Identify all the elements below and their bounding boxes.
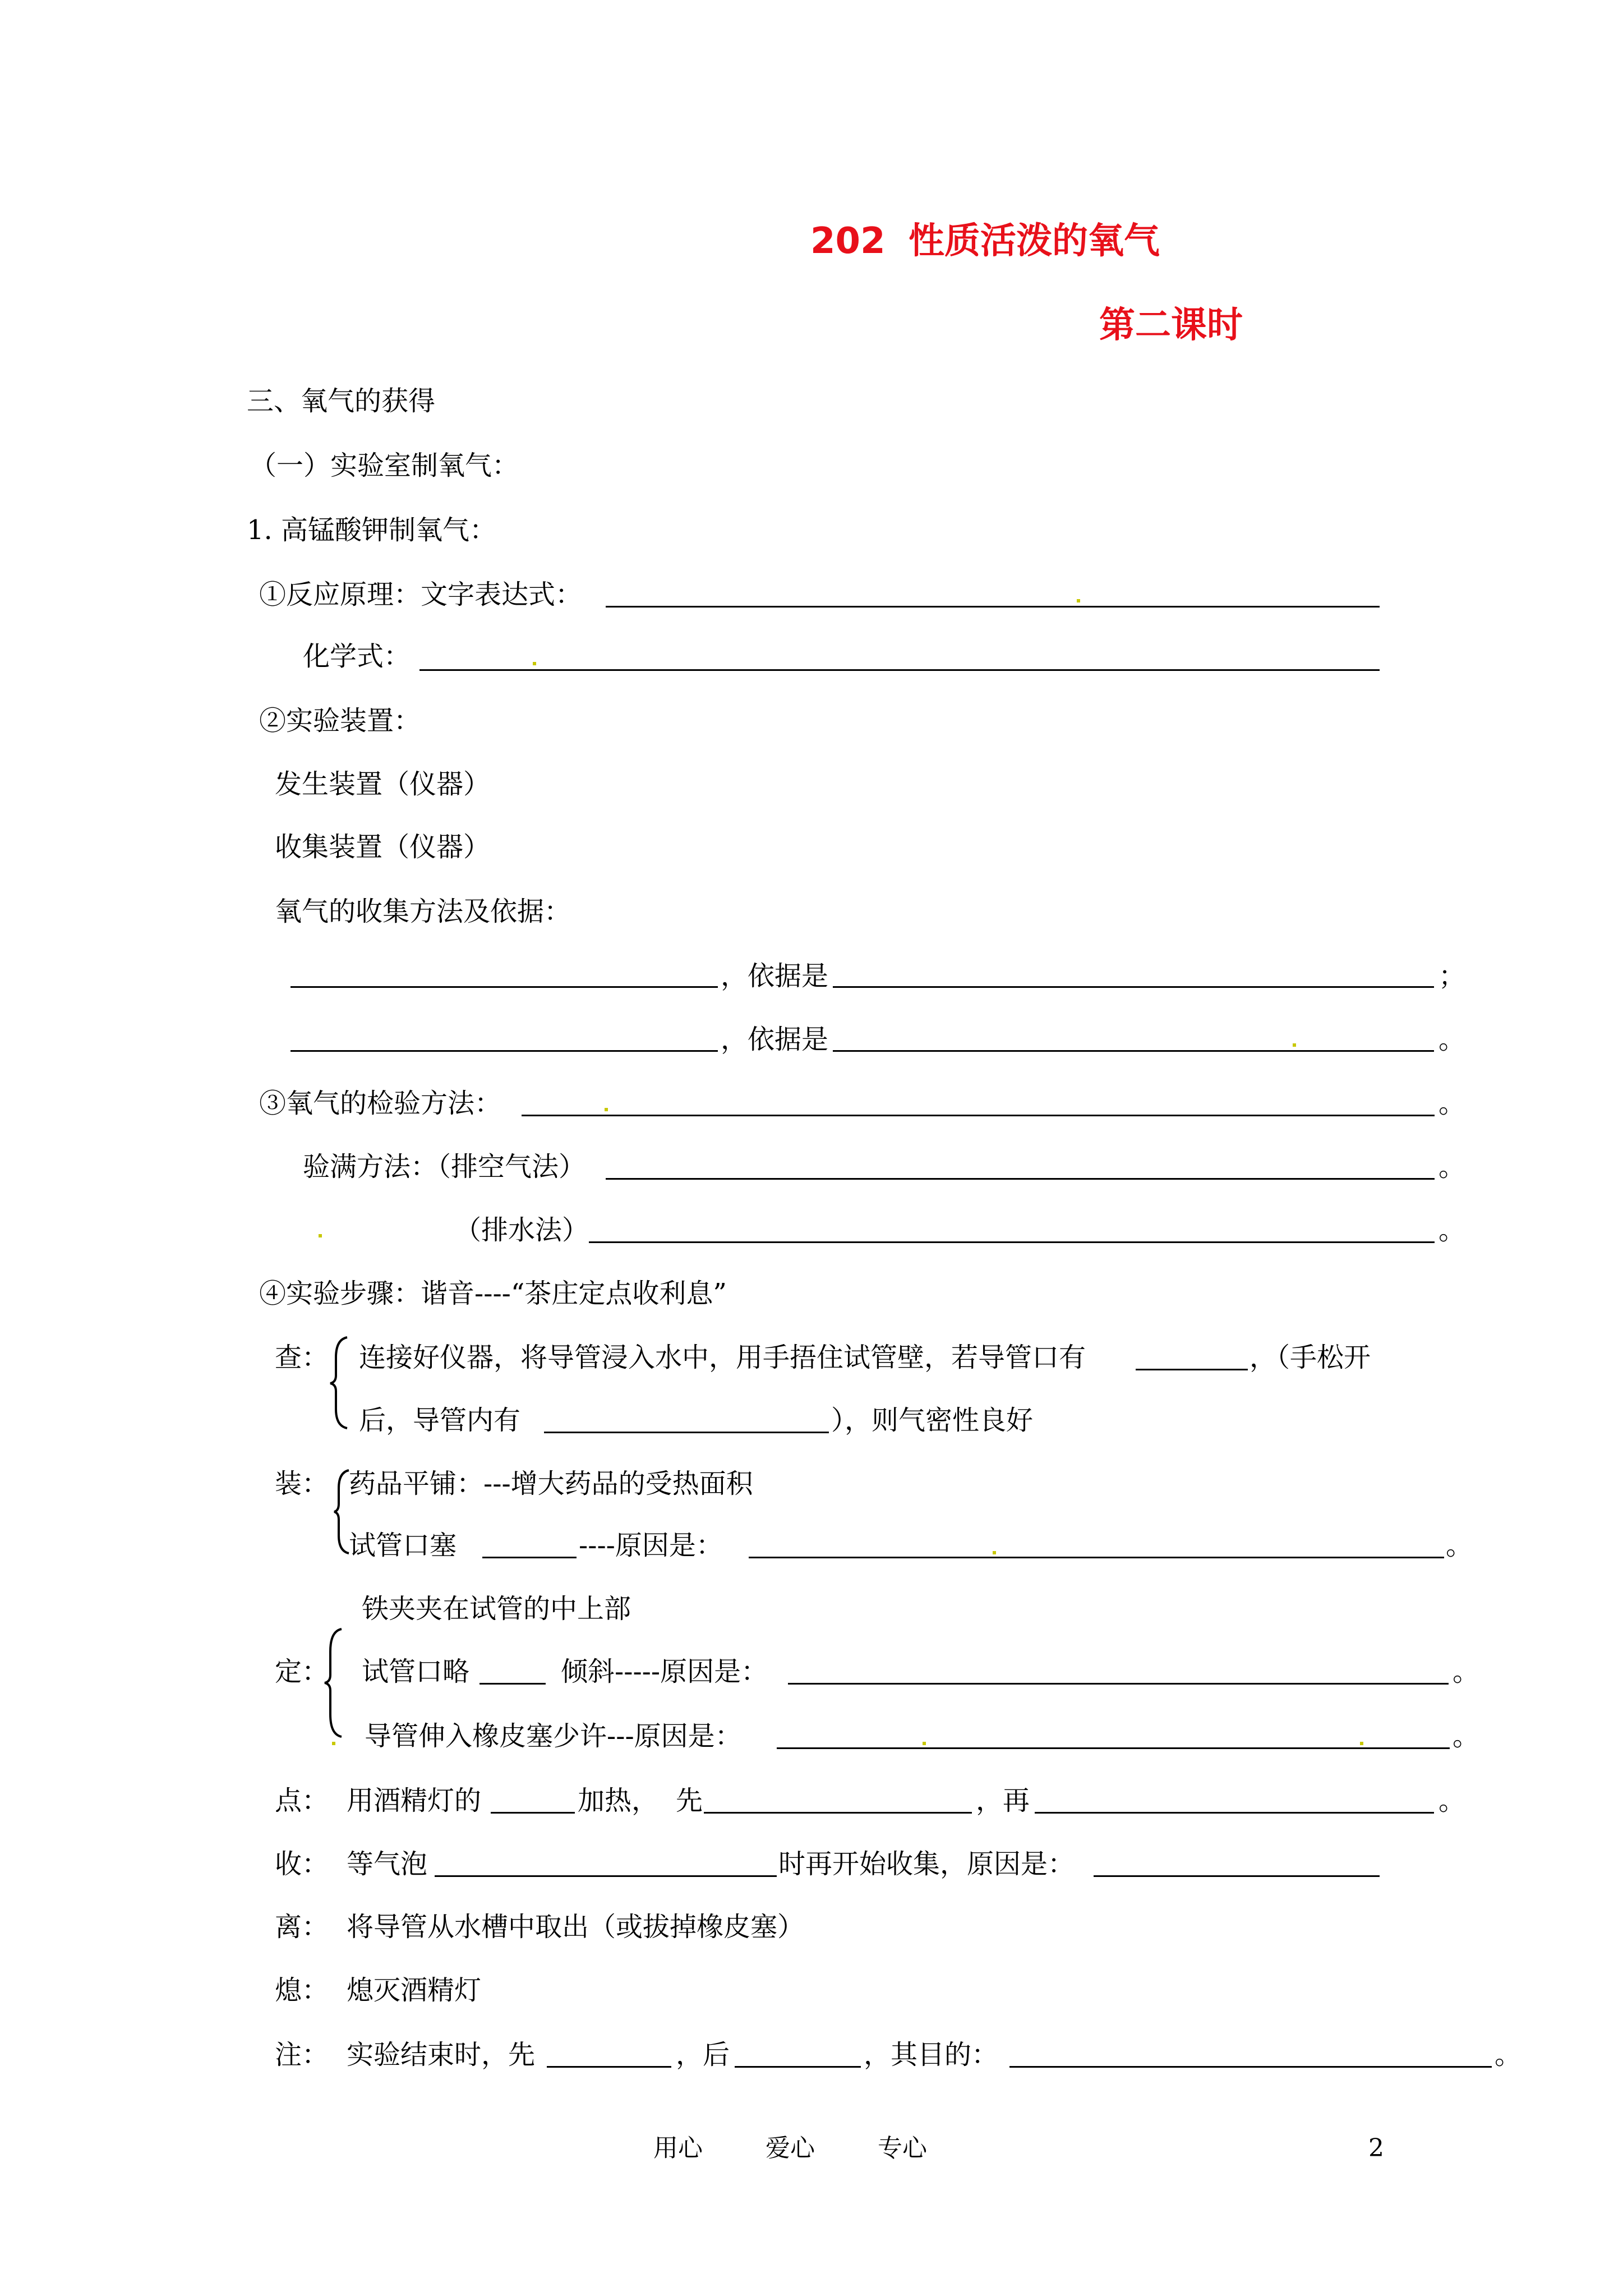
formula-label: 化学式： [303, 641, 411, 672]
basis2-label: ，依据是 [721, 1024, 829, 1055]
formula-blank[interactable] [419, 669, 1380, 671]
bubble-state-blank[interactable] [435, 1875, 777, 1877]
fix-line3: 导管伸入橡皮塞少许---原因是： [365, 1720, 742, 1752]
load-line1: 药品平铺：---增大药品的受热面积 [349, 1468, 753, 1499]
scan-speck [533, 662, 536, 665]
scan-speck [993, 1551, 996, 1554]
note-first-blank[interactable] [547, 2066, 671, 2068]
method1-blank[interactable] [291, 986, 718, 988]
tilt-reason-blank[interactable] [788, 1683, 1449, 1685]
full-water-blank[interactable] [589, 1241, 1435, 1243]
full-water-label: （排水法） [454, 1214, 589, 1246]
fix-line2-reason: 倾斜-----原因是： [561, 1656, 768, 1687]
tube-reason-blank[interactable] [777, 1747, 1450, 1749]
load-line2: 试管口塞 [349, 1530, 457, 1561]
note-text-a: 实验结束时，先 [347, 2039, 536, 2070]
step-light-label: 点： [275, 1785, 329, 1816]
step-load-label: 装： [275, 1468, 329, 1499]
generator-label: 发生装置（仪器） [275, 769, 491, 800]
period: 。 [1438, 1151, 1466, 1182]
full-air-label: 验满方法：（排空气法） [303, 1151, 586, 1182]
brace-icon [322, 1627, 345, 1739]
scan-speck [1293, 1043, 1296, 1047]
collector-label: 收集装置（仪器） [275, 831, 491, 863]
footer-text: 专心 [878, 2134, 927, 2162]
load-line2-reason: ----原因是： [579, 1530, 723, 1561]
step-note-label: 注： [275, 2039, 329, 2070]
steps-label: ④实验步骤：谐音----“茶庄定点收利息” [259, 1278, 727, 1309]
note-text-b: ，后 [676, 2039, 730, 2070]
light-text-c: 先 [676, 1785, 703, 1816]
step-remove-label: 离： [275, 1911, 329, 1943]
first-blank[interactable] [704, 1812, 972, 1814]
apparatus-label: ②实验装置： [259, 705, 421, 737]
collect-text-a: 等气泡 [347, 1848, 428, 1880]
tilt-blank[interactable] [479, 1683, 546, 1685]
bubble-blank[interactable] [1136, 1369, 1248, 1370]
basis1-label: ，依据是 [721, 960, 829, 992]
scan-speck [1360, 1742, 1363, 1745]
scan-speck [332, 1742, 335, 1745]
note-then-blank[interactable] [735, 2066, 861, 2068]
check-line1-tail: ，（手松开 [1249, 1342, 1371, 1373]
basis1-blank[interactable] [833, 986, 1434, 988]
collection-method-label: 氧气的收集方法及依据： [275, 896, 571, 927]
full-air-blank[interactable] [606, 1178, 1435, 1180]
title-number: 202 [810, 220, 886, 262]
basis2-blank[interactable] [833, 1050, 1434, 1052]
subsection-heading: （一）实验室制氧气： [250, 450, 519, 481]
step-check-label: 查： [275, 1342, 329, 1373]
scan-speck [1077, 599, 1080, 602]
period: 。 [1438, 1785, 1466, 1816]
note-purpose-blank[interactable] [1009, 2066, 1492, 2068]
page-subtitle: 第二课时 [1099, 305, 1243, 346]
footer-text: 用心 [653, 2134, 703, 2162]
extinguish-text: 熄灭酒精灯 [347, 1975, 482, 2006]
step-collect-label: 收： [275, 1848, 329, 1880]
fix-line1: 铁夹夹在试管的中上部 [362, 1593, 631, 1625]
note-text-c: ，其目的： [864, 2039, 999, 2070]
stopper-reason-blank[interactable] [749, 1557, 1444, 1558]
step-fix-label: 定： [275, 1656, 329, 1687]
period: 。 [1446, 1530, 1473, 1561]
test-method-label: ③氧气的检验方法： [259, 1088, 502, 1119]
light-text-a: 用酒精灯的 [347, 1785, 482, 1816]
fix-line2: 试管口略 [362, 1656, 470, 1687]
footer-text: 爱心 [766, 2134, 815, 2162]
flame-blank[interactable] [491, 1812, 575, 1814]
light-text-b: 加热， [578, 1785, 659, 1816]
stopper-blank[interactable] [482, 1557, 577, 1558]
word-equation-blank[interactable] [606, 606, 1380, 608]
step-extinguish-label: 熄： [275, 1975, 329, 2006]
check-line1: 连接好仪器，将导管浸入水中，用手捂住试管壁，若导管口有 [359, 1342, 1086, 1373]
collect-reason-blank[interactable] [1094, 1875, 1380, 1877]
test-method-blank[interactable] [522, 1115, 1435, 1116]
scan-speck [923, 1742, 926, 1745]
then-blank[interactable] [1035, 1812, 1434, 1814]
period: 。 [1438, 1214, 1466, 1246]
page-number: 2 [1368, 2134, 1384, 2162]
remove-text: 将导管从水槽中取出（或拔掉橡皮塞） [347, 1911, 805, 1943]
period: 。 [1495, 2039, 1522, 2070]
check-line2-tail: ），则气密性良好 [831, 1405, 1034, 1436]
semicolon: ； [1438, 960, 1466, 992]
check-line2: 后，导管内有 [359, 1405, 521, 1436]
scan-speck [319, 1234, 322, 1237]
period: 。 [1438, 1088, 1466, 1119]
page-title: 性质活泼的氧气 [909, 220, 1160, 262]
light-text-d: ，再 [976, 1785, 1030, 1816]
method2-blank[interactable] [291, 1050, 718, 1052]
water-column-blank[interactable] [544, 1432, 829, 1433]
principle-label: ①反应原理：文字表达式： [259, 579, 583, 610]
section-heading: 三、氧气的获得 [247, 385, 436, 417]
period: 。 [1453, 1720, 1480, 1752]
collect-text-b: 时再开始收集，原因是： [778, 1848, 1075, 1880]
scan-speck [605, 1108, 608, 1111]
brace-icon [328, 1335, 351, 1430]
period: 。 [1453, 1656, 1480, 1687]
period: 。 [1438, 1024, 1466, 1055]
item-heading: 1. 高锰酸钾制氧气： [247, 514, 497, 546]
